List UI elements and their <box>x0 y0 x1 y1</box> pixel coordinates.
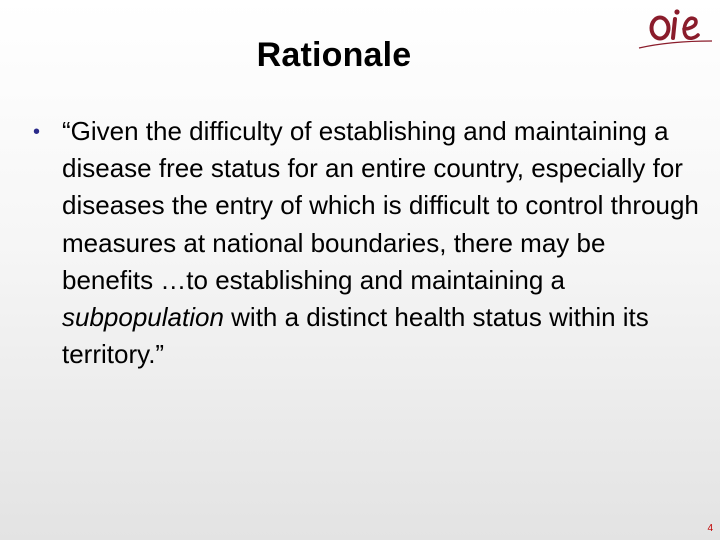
quote-text-part2: with a distinct health status within its territory.” <box>62 302 649 370</box>
slide-title: Rationale <box>256 36 412 74</box>
quote-text-part1: “Given the difficulty of establishing and maintaining a disease free status for an entire country, especially for diseases the entry of which is difficult to control through measures at national boundaries, there may be benefits …to establishing and maintaining a <box>62 116 699 295</box>
bullet-marker: • <box>33 121 41 143</box>
quote-paragraph <box>33 113 702 373</box>
page-number: 4 <box>707 523 713 534</box>
quote-emphasis: subpopulation <box>62 302 224 333</box>
